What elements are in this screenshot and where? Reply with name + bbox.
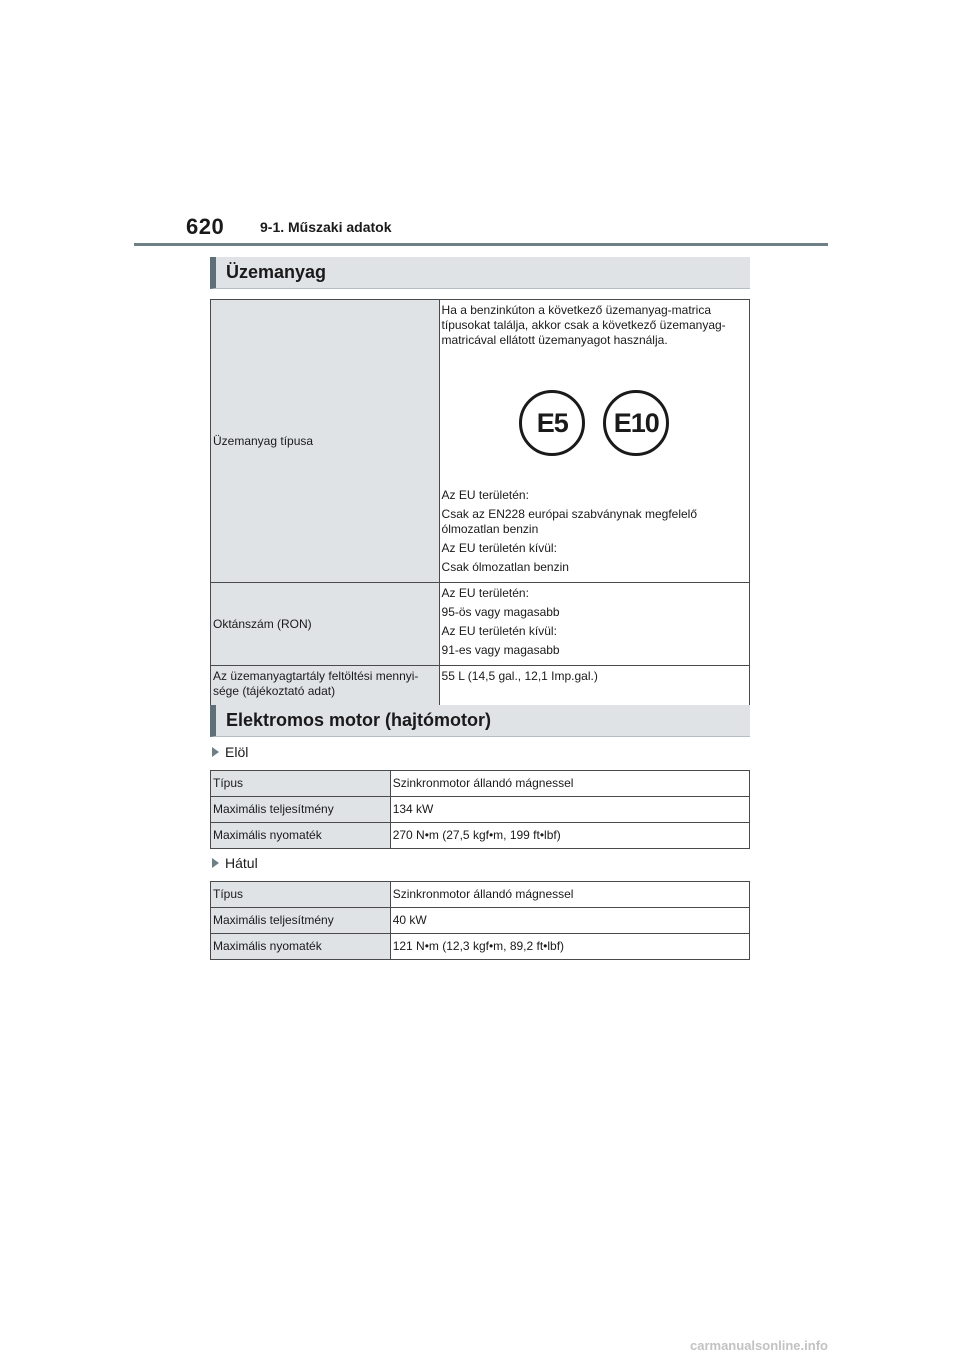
octane-line: Az EU területén kívül: [441,624,557,638]
rear-motor-subheading [212,855,258,871]
table-row [211,823,750,849]
front-power-label: Maximális teljesítmény [211,797,391,823]
rear-torque-value: 121 N•m (12,3 kgf•m, 89,2 ft•lbf) [390,934,749,960]
rear-torque-label: Maximális nyomaték [211,934,391,960]
e5-fuel-icon: E5 [519,390,585,456]
table-row-tank-capacity [211,666,750,707]
rear-power-value: 40 kW [390,908,749,934]
front-type-value: Szinkronmotor állandó mágnessel [390,771,749,797]
front-motor-label: Elöl [225,744,249,760]
fuel-type-intro: Ha a benzinkúton a következő üzemanyag-matrica típusokat találja, akkor csak a következő üzemanyag-matricával ellátott üzemanyagot használja. [441,303,726,347]
octane-line: 91-es vagy magasabb [441,643,560,657]
triangle-bullet-icon [212,747,219,757]
page-number: 620 [186,214,225,239]
fuel-type-label: Üzemanyag típusa [211,300,440,583]
table-row-octane [211,583,750,666]
rear-power-label: Maximális teljesítmény [211,908,391,934]
front-motor-table [210,770,750,849]
rear-motor-label: Hátul [225,855,258,871]
motor-heading [210,705,750,737]
header-divider [134,243,828,246]
triangle-bullet-icon [212,858,219,868]
octane-label: Oktánszám (RON) [211,583,440,666]
fuel-type-line: Csak ólmozatlan benzin [441,560,569,574]
table-row-fuel-type [211,300,750,583]
octane-line: 95-ös vagy magasabb [441,605,560,619]
watermark: carmanualsonline.info [690,1338,828,1353]
page-header [0,0,960,250]
table-row [211,771,750,797]
tank-capacity-label: Az üzemanyagtartály feltöltési mennyi-sége (tájékoztató adat) [211,666,440,707]
fuel-table [210,299,750,707]
front-torque-value: 270 N•m (27,5 kgf•m, 199 ft•lbf) [390,823,749,849]
front-type-label: Típus [211,771,391,797]
fuel-type-line: Az EU területén: [441,488,529,502]
e10-fuel-icon: E10 [603,390,669,456]
rear-type-value: Szinkronmotor állandó mágnessel [390,882,749,908]
table-row [211,882,750,908]
octane-value [439,583,749,666]
rear-motor-table [210,881,750,960]
table-row [211,934,750,960]
front-power-value: 134 kW [390,797,749,823]
fuel-label-icons [442,352,747,488]
motor-heading-title: Elektromos motor (hajtómotor) [226,710,492,730]
fuel-type-line: Csak az EN228 európai szabványnak megfelelő ólmozatlan benzin [441,507,698,536]
rear-type-label: Típus [211,882,391,908]
table-row [211,908,750,934]
fuel-heading [210,257,750,289]
section-reference: 9-1. Műszaki adatok [260,219,392,235]
table-row [211,797,750,823]
fuel-type-line: Az EU területén kívül: [441,541,557,555]
front-torque-label: Maximális nyomaték [211,823,391,849]
front-motor-subheading [212,744,248,760]
fuel-type-value [439,300,749,583]
fuel-heading-title: Üzemanyag [226,262,327,282]
tank-capacity-value: 55 L (14,5 gal., 12,1 Imp.gal.) [439,666,749,707]
octane-line: Az EU területén: [441,586,529,600]
